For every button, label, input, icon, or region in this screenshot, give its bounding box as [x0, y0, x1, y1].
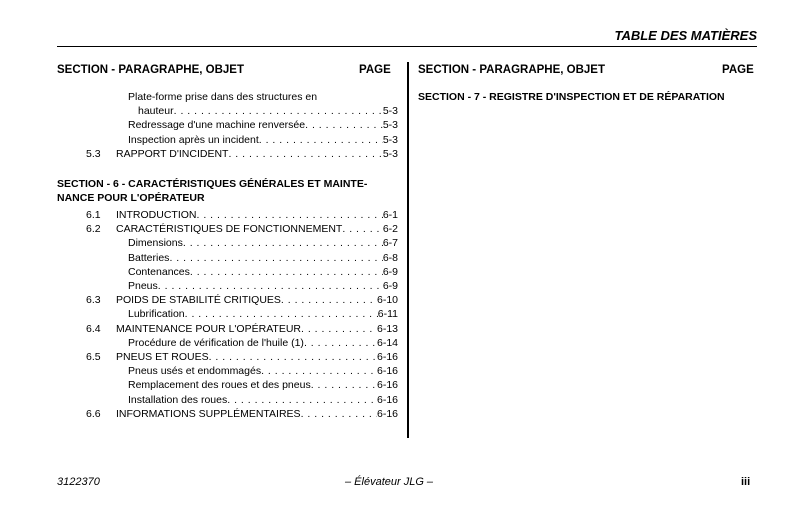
- toc-entry: [86, 251, 398, 265]
- toc-entry-label: Pneus: [128, 280, 158, 292]
- toc-leader-dots: [228, 147, 382, 161]
- toc-leader-dots: [261, 364, 377, 378]
- toc-leader-dots: [301, 322, 377, 336]
- toc-leader-dots: [305, 118, 383, 132]
- toc-leader-dots: [174, 104, 383, 118]
- toc-entry-label: hauteur: [138, 105, 174, 118]
- toc-entry-page: 6-13: [376, 322, 398, 335]
- toc-entry-page: 6-9: [382, 265, 398, 278]
- toc-entry-number: 6.4: [86, 322, 101, 335]
- toc-entry: [86, 265, 398, 279]
- toc-entry-number: 6.2: [86, 223, 101, 236]
- toc-entry-label: INTRODUCTION: [116, 209, 197, 221]
- toc-entry: [86, 147, 398, 161]
- doc-number: 3122370: [57, 476, 100, 488]
- toc-entry: [86, 104, 398, 118]
- column-divider: [407, 62, 409, 438]
- toc-entry-label: CARACTÉRISTIQUES DE FONCTIONNEMENT: [116, 223, 343, 236]
- toc-entry-page: 6-16: [376, 393, 398, 406]
- toc-leader-dots: [301, 407, 377, 421]
- left-column-label: SECTION - PARAGRAPHE, OBJET: [57, 64, 244, 76]
- left-page-label: PAGE: [359, 64, 391, 76]
- toc-entry: [86, 378, 398, 392]
- toc-entry: [86, 222, 398, 236]
- toc-entry-label: PNEUS ET ROUES: [116, 351, 209, 363]
- toc-leader-dots: [158, 279, 383, 293]
- toc-entry-label: Dimensions: [128, 237, 183, 250]
- section-7-title: SECTION - 7 - REGISTRE D'INSPECTION ET DE RÉPARATION: [418, 91, 725, 103]
- toc-entry-page: 6-16: [376, 407, 398, 420]
- toc-entry: [86, 293, 398, 307]
- toc-entry-label: Pneus usés et endommagés: [128, 365, 262, 378]
- toc-leader-dots: [227, 393, 377, 407]
- toc-entry: [86, 322, 398, 336]
- toc-entry-label: Redressage d'une machine renversée: [128, 119, 306, 132]
- toc-entry-page: 6-11: [377, 308, 398, 321]
- toc-entry-page: 6-9: [382, 280, 398, 292]
- section-6-title-line2: NANCE POUR L'OPÉRATEUR: [57, 192, 205, 204]
- footer-center: – Élévateur JLG –: [345, 476, 434, 488]
- toc-leader-dots: [281, 293, 377, 307]
- toc-leader-dots: [304, 336, 377, 350]
- page-number: iii: [741, 476, 751, 488]
- section-6-title-line1: SECTION - 6 - CARACTÉRISTIQUES GÉNÉRALES ET MAINTE-: [57, 178, 368, 190]
- toc-leader-dots: [190, 265, 383, 279]
- toc-entry-page: 6-14: [376, 336, 398, 349]
- toc-entry-label: POIDS DE STABILITÉ CRITIQUES: [116, 294, 281, 307]
- toc-leader-dots: [185, 307, 378, 321]
- toc-entry-page: 5-3: [382, 147, 398, 160]
- toc-entry-label: MAINTENANCE POUR L'OPÉRATEUR: [116, 322, 302, 335]
- toc-entry-label: Remplacement des roues et des pneus: [128, 379, 311, 392]
- header-rule: [57, 46, 757, 47]
- toc-entry-label: Procédure de vérification de l'huile (1): [128, 336, 304, 349]
- toc-entry-number: 5.3: [86, 147, 101, 160]
- toc-leader-dots: [259, 133, 383, 147]
- toc-entry-number: 6.3: [86, 294, 101, 307]
- toc-entry-page: 6-1: [382, 209, 398, 221]
- toc-leader-dots: [311, 378, 377, 392]
- toc-entry-label: Batteries: [128, 251, 170, 264]
- toc-entry-label: Inspection après un incident: [128, 133, 259, 146]
- toc-entry-page: 6-10: [376, 294, 398, 307]
- right-column-label: SECTION - PARAGRAPHE, OBJET: [418, 64, 605, 76]
- toc-entry-page: 6-16: [376, 379, 398, 392]
- toc-entry-page: 6-16: [376, 351, 398, 363]
- toc-entry-page: 6-2: [382, 223, 398, 236]
- toc-leader-dots: [209, 350, 377, 364]
- toc-entry-label: RAPPORT D'INCIDENT: [116, 147, 229, 160]
- toc-entry: [86, 279, 398, 293]
- toc-entry-page: 5-3: [382, 105, 398, 118]
- toc-entry-label: INFORMATIONS SUPPLÉMENTAIRES: [116, 407, 301, 420]
- toc-entry-label: Installation des roues: [128, 393, 228, 406]
- toc-entry: [86, 336, 398, 350]
- toc-entry: [86, 118, 398, 132]
- toc-entry-page: 5-3: [382, 133, 398, 146]
- toc-entry-page: 6-8: [382, 251, 398, 264]
- toc-entry-number: 6.1: [86, 209, 101, 221]
- toc-entry-page: 6-7: [382, 237, 398, 250]
- toc-leader-dots: [183, 236, 383, 250]
- toc-entry: [86, 393, 398, 407]
- toc-entry-page: 6-16: [376, 365, 398, 378]
- toc-entry: [86, 407, 398, 421]
- toc-leader-dots: [169, 251, 382, 265]
- toc-entry: [86, 307, 398, 321]
- toc-entry-number: 6.6: [86, 407, 101, 420]
- toc-entry: [86, 364, 398, 378]
- toc-leader-dots: [342, 222, 382, 236]
- page-title: TABLE DES MATIÈRES: [614, 28, 757, 43]
- right-page-label: PAGE: [722, 64, 754, 76]
- toc-entry: [86, 133, 398, 147]
- toc-entry-label: Lubrification: [128, 308, 185, 321]
- toc-leader-dots: [197, 208, 383, 222]
- toc-entry-page: 5-3: [382, 119, 398, 132]
- toc-entry-label: Contenances: [128, 265, 190, 278]
- toc-entry: [86, 208, 398, 222]
- toc-entry-label: Plate-forme prise dans des structures en: [128, 91, 318, 103]
- toc-entry: [86, 350, 398, 364]
- toc-entry: [86, 90, 398, 104]
- toc-entry-number: 6.5: [86, 351, 101, 363]
- toc-entry: [86, 236, 398, 250]
